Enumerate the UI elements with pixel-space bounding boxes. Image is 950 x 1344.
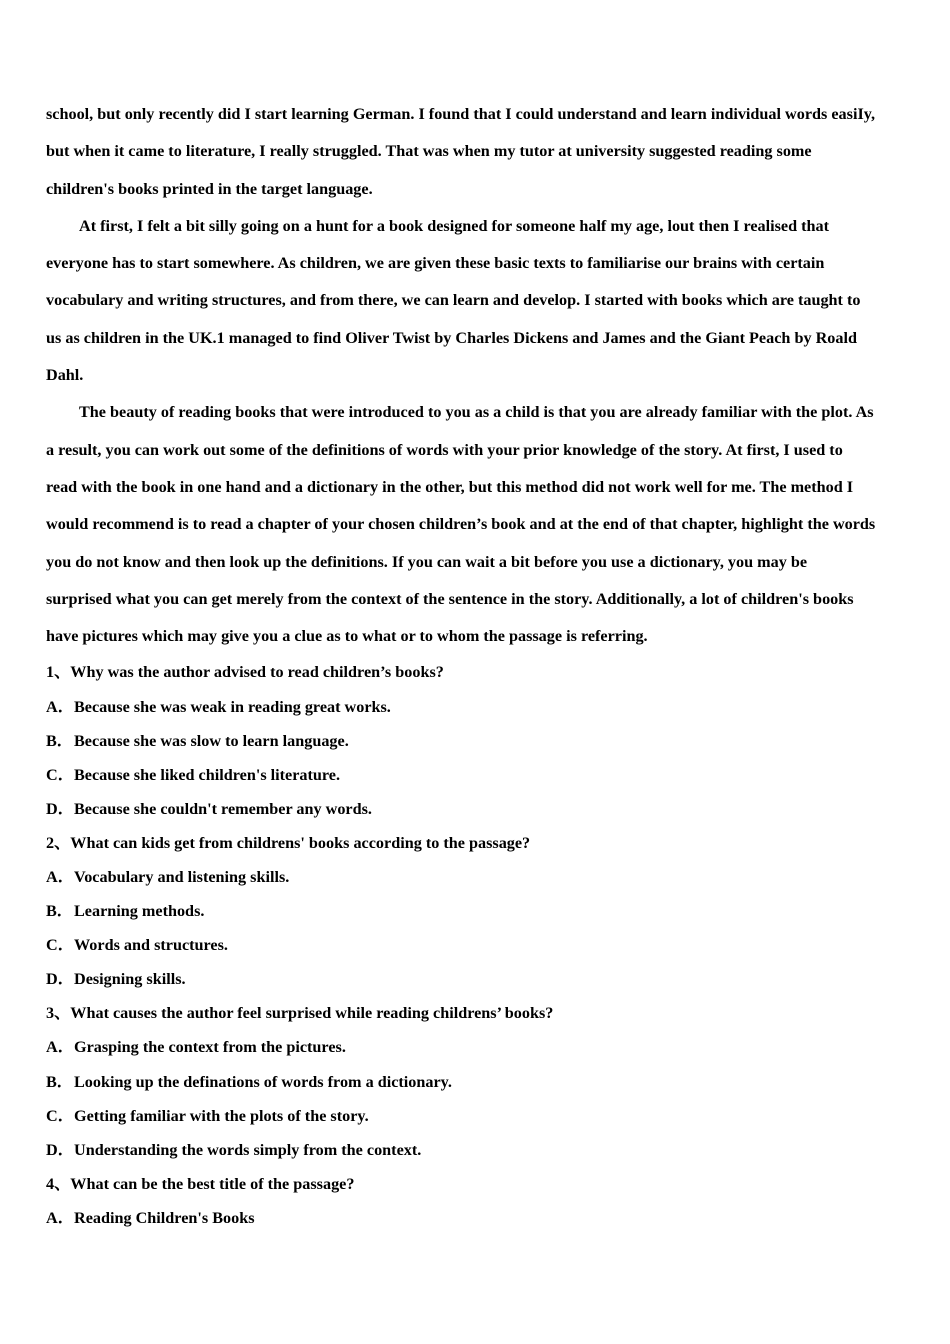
question-1-option-d[interactable]	[46, 792, 908, 826]
question-1-option-a[interactable]	[46, 690, 908, 724]
passage-line: surprised what you can get merely from the context of the sentence in the story. Additionally, a lot of children's books	[46, 589, 854, 608]
option-text: Understanding the words simply from the context.	[74, 1140, 422, 1159]
passage-line: you do not know and then look up the definitions. If you can wait a bit before you use a dictionary, you may be	[46, 552, 808, 571]
option-text: Getting familiar with the plots of the story.	[74, 1106, 369, 1125]
passage-paragraph-2	[46, 208, 908, 394]
question-list	[46, 655, 908, 1235]
question-2-option-d[interactable]	[46, 962, 908, 996]
option-text: Looking up the definations of words from a dictionary.	[74, 1072, 452, 1091]
passage-line: a result, you can work out some of the definitions of words with your prior knowledge of the story. At first, I used to	[46, 440, 843, 459]
option-letter: A．	[46, 868, 74, 887]
option-text: Vocabulary and listening skills.	[74, 868, 290, 887]
question-1-option-c[interactable]	[46, 758, 908, 792]
question-2-option-c[interactable]	[46, 928, 908, 962]
option-text: Because she was weak in reading great works.	[74, 697, 391, 716]
option-text: Designing skills.	[74, 970, 186, 989]
passage-line: have pictures which may give you a clue as to what or to whom the passage is referring.	[46, 627, 648, 646]
question-1-stem	[46, 655, 908, 689]
passage-line: At first, I felt a bit silly going on a hunt for a book designed for someone half my age, lout then I realised that	[79, 216, 830, 235]
option-text: Grasping the context from the pictures.	[74, 1038, 346, 1057]
option-letter: B．	[46, 1072, 73, 1091]
question-3-option-a[interactable]	[46, 1030, 908, 1064]
option-letter: D．	[46, 799, 74, 818]
question-text: Why was the author advised to read children’s books?	[70, 663, 444, 682]
option-letter: B．	[46, 902, 73, 921]
question-4-option-a[interactable]	[46, 1201, 908, 1235]
option-text: Words and structures.	[74, 936, 228, 955]
passage-paragraph-3	[46, 394, 908, 655]
option-letter: A．	[46, 697, 74, 716]
question-3-option-b[interactable]	[46, 1065, 908, 1099]
passage-line: school, but only recently did I start learning German. I found that I could understand and learn individual words easiIy,	[46, 105, 875, 123]
question-2-stem	[46, 826, 908, 860]
question-number: 4、	[46, 1174, 71, 1193]
passage-line: would recommend is to read a chapter of your chosen children’s book and at the end of that chapter, highlight the words	[46, 515, 876, 534]
option-text: Reading Children's Books	[74, 1208, 255, 1227]
question-1-option-b[interactable]	[46, 724, 908, 758]
question-2-option-b[interactable]	[46, 894, 908, 928]
passage-line: us as children in the UK.1 managed to find Oliver Twist by Charles Dickens and James and the Giant Peach by Roald	[46, 328, 857, 347]
document-page	[46, 96, 908, 1235]
passage-paragraph-1	[46, 96, 908, 208]
question-text: What causes the author feel surprised while reading childrens’ books?	[70, 1004, 554, 1023]
option-letter: B．	[46, 731, 73, 750]
passage-line: The beauty of reading books that were introduced to you as a child is that you are already familiar with the plot. As	[79, 403, 874, 422]
option-text: Because she liked children's literature.	[74, 765, 341, 784]
option-text: Because she was slow to learn language.	[74, 731, 349, 750]
passage-line: read with the book in one hand and a dictionary in the other, but this method did not work well for me. The method I	[46, 477, 854, 496]
question-text: What can kids get from childrens' books according to the passage?	[70, 833, 531, 852]
option-letter: C．	[46, 936, 74, 955]
option-letter: A．	[46, 1038, 74, 1057]
option-text: Learning methods.	[74, 902, 205, 921]
question-number: 3、	[46, 1004, 71, 1023]
question-3-option-d[interactable]	[46, 1133, 908, 1167]
option-text: Because she couldn't remember any words.	[74, 799, 372, 818]
reading-passage	[46, 96, 908, 655]
question-3-stem	[46, 996, 908, 1030]
question-2-option-a[interactable]	[46, 860, 908, 894]
option-letter: C．	[46, 765, 74, 784]
passage-line: children's books printed in the target language.	[46, 179, 373, 198]
question-number: 1、	[46, 663, 71, 682]
passage-line: everyone has to start somewhere. As children, we are given these basic texts to familiarise our brains with certain	[46, 254, 825, 273]
question-4-stem	[46, 1167, 908, 1201]
passage-line: vocabulary and writing structures, and from there, we can learn and develop. I started with books which are taught to	[46, 291, 861, 310]
option-letter: C．	[46, 1106, 74, 1125]
option-letter: D．	[46, 970, 74, 989]
question-text: What can be the best title of the passage?	[70, 1174, 355, 1193]
option-letter: A．	[46, 1208, 74, 1227]
passage-line: but when it came to literature, I really struggled. That was when my tutor at university suggested reading some	[46, 142, 812, 161]
option-letter: D．	[46, 1140, 74, 1159]
passage-line: Dahl.	[46, 366, 84, 385]
question-number: 2、	[46, 833, 71, 852]
question-3-option-c[interactable]	[46, 1099, 908, 1133]
